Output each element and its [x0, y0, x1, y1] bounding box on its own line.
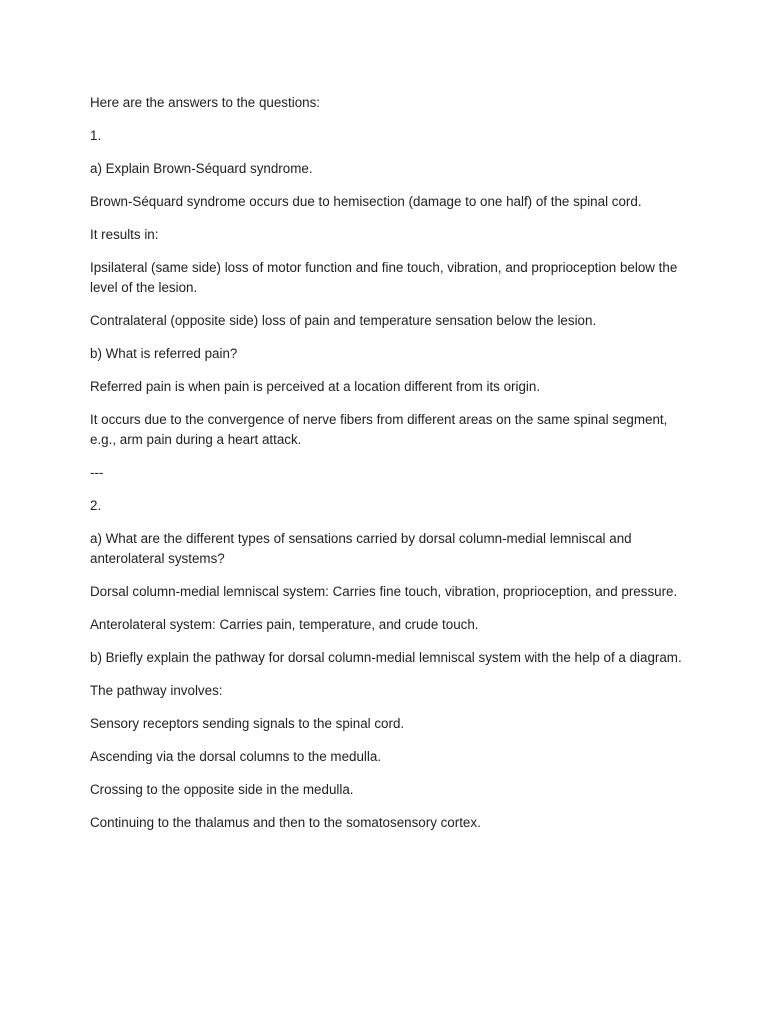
answer-paragraph: Ipsilateral (same side) loss of motor function and fine touch, vibration, and proprioception below the level of the lesion. — [90, 260, 678, 295]
answer-paragraph: Referred pain is when pain is perceived at a location different from its origin. — [90, 379, 541, 394]
question-1a: a) Explain Brown-Séquard syndrome. — [90, 161, 313, 176]
pathway-step: Sensory receptors sending signals to the spinal cord. — [90, 716, 405, 731]
document-body — [90, 93, 690, 846]
answer-paragraph: The pathway involves: — [90, 683, 223, 698]
answer-paragraph: Brown-Séquard syndrome occurs due to hemisection (damage to one half) of the spinal cord. — [90, 194, 642, 209]
answer-paragraph: Contralateral (opposite side) loss of pain and temperature sensation below the lesion. — [90, 313, 597, 328]
question-2b: b) Briefly explain the pathway for dorsal column-medial lemniscal system with the help of a diagram. — [90, 650, 682, 665]
answer-paragraph: Anterolateral system: Carries pain, temperature, and crude touch. — [90, 617, 479, 632]
answer-paragraph: Dorsal column-medial lemniscal system: Carries fine touch, vibration, proprioception, and pressure. — [90, 584, 678, 599]
question-2a: a) What are the different types of sensations carried by dorsal column-medial lemniscal and anterolateral systems? — [90, 531, 632, 566]
answer-paragraph: It occurs due to the convergence of nerve fibers from different areas on the same spinal segment, e.g., arm pain during a heart attack. — [90, 412, 668, 447]
answer-paragraph: It results in: — [90, 227, 159, 242]
pathway-step: Crossing to the opposite side in the medulla. — [90, 782, 354, 797]
question-1b: b) What is referred pain? — [90, 346, 238, 361]
intro-line: Here are the answers to the questions: — [90, 95, 321, 110]
pathway-step: Ascending via the dorsal columns to the medulla. — [90, 749, 382, 764]
question-2-number: 2. — [90, 498, 102, 513]
section-separator: --- — [90, 465, 104, 480]
question-1-number: 1. — [90, 128, 102, 143]
pathway-step: Continuing to the thalamus and then to the somatosensory cortex. — [90, 815, 481, 830]
